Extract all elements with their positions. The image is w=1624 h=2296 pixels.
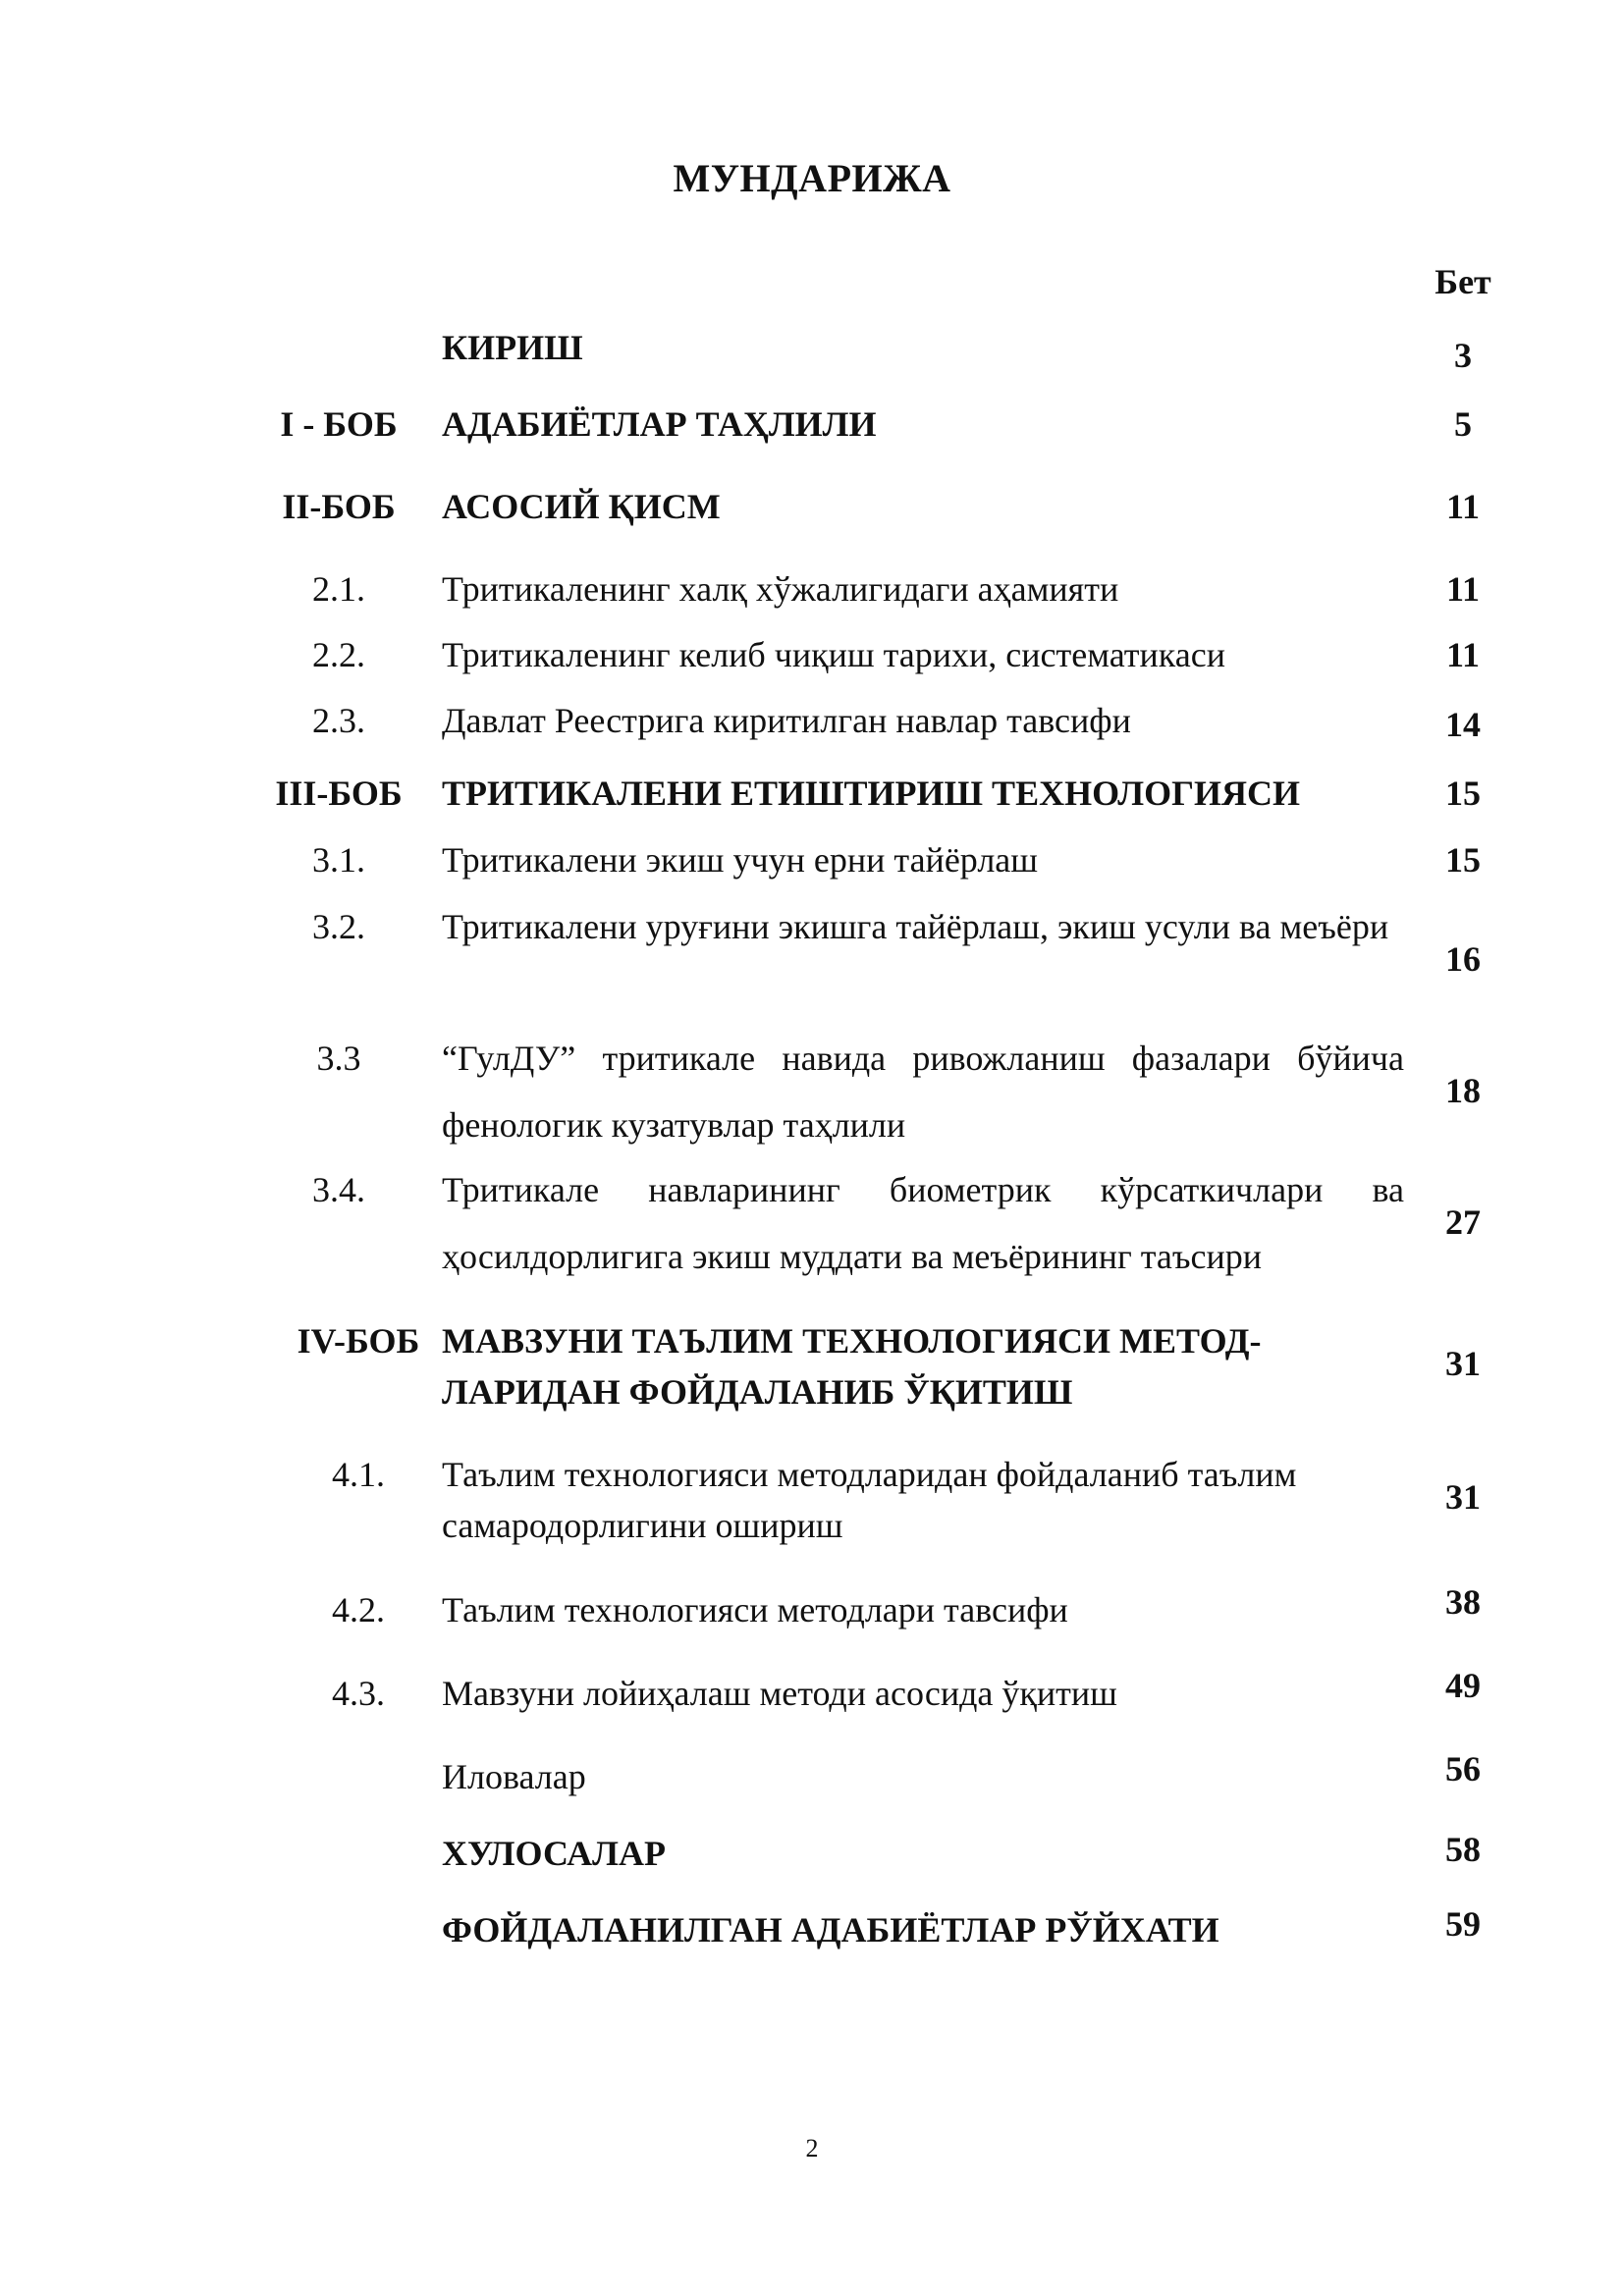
toc-entry-number: I - БОБ	[280, 404, 398, 444]
toc-entry-title: Мавзуни лойиҳалаш методи асосида ўқитиш	[442, 1674, 1117, 1713]
toc-entry-title: Давлат Реестрига киритилган навлар тавсифи	[442, 701, 1131, 740]
toc-entry-title: Иловалар	[442, 1757, 586, 1796]
toc-entry-number: 2.3.	[312, 701, 365, 740]
toc-entry-number: IV-БОБ	[297, 1321, 420, 1361]
toc-entry-number: 2.2.	[312, 635, 365, 674]
toc-entry-page: 27	[1445, 1202, 1481, 1242]
toc-entry-title: Таълим технологияси методлари тавсифи	[442, 1590, 1068, 1629]
toc-entry-title: ХУЛОСАЛАР	[442, 1834, 666, 1873]
toc-entry-page: 3	[1454, 336, 1472, 375]
page-column-header: Бет	[1435, 262, 1491, 301]
toc-entry-number: 2.1.	[312, 569, 365, 609]
toc-entry-title: ТРИТИКАЛЕНИ ЕТИШТИРИШ ТЕХНОЛОГИЯСИ	[442, 774, 1301, 813]
toc-entry-number: 4.1.	[332, 1455, 385, 1494]
toc-entry-title: АДАБИЁТЛАР ТАҲЛИЛИ	[442, 404, 877, 444]
toc-entry-number: 3.3	[316, 1039, 361, 1078]
toc-entry-page: 11	[1445, 635, 1480, 674]
toc-entry-title: Тритикаленинг халқ хўжалигидаги аҳамияти	[442, 569, 1119, 609]
toc-entry-number: 4.2.	[332, 1590, 385, 1629]
toc-entry-title: МАВЗУНИ ТАЪЛИМ ТЕХНОЛОГИЯСИ МЕТОД-ЛАРИДАН ФОЙДАЛАНИБ ЎҚИТИШ	[442, 1321, 1262, 1412]
toc-entry-title: Тритикаленинг келиб чиқиш тарихи, систематикаси	[442, 635, 1225, 674]
toc-entry-title: Тритикале навларининг биометрик кўрсаткичлари ва ҳосилдорлигига экиш муддати ва меъёрининг таъсири	[442, 1170, 1404, 1276]
toc-entry-page: 15	[1445, 840, 1481, 880]
toc-entry-page: 5	[1454, 404, 1472, 444]
toc-entry-title: Таълим технологияси методларидан фойдаланиб таълим самародорлигини ошириш	[442, 1455, 1297, 1545]
toc-entry-page: 56	[1445, 1749, 1481, 1789]
page-title: МУНДАРИЖА	[673, 156, 951, 200]
toc-entry-title: Тритикалени уруғини экишга тайёрлаш, экиш усули ва меъёри	[442, 907, 1389, 946]
toc-entry-number: 3.2.	[312, 907, 365, 946]
toc-entry-number: 4.3.	[332, 1674, 385, 1713]
toc-entry-page: 31	[1445, 1344, 1481, 1383]
toc-entry-page: 11	[1445, 487, 1480, 526]
toc-entry-number: 3.1.	[312, 840, 365, 880]
toc-entry-title: “ГулДУ” тритикале навида ривожланиш фазалари бўйича фенологик кузатувлар таҳлили	[442, 1039, 1404, 1145]
toc-entry-number: III-БОБ	[275, 774, 403, 813]
toc-entry-number: II-БОБ	[282, 487, 396, 526]
toc-entry-title: ФОЙДАЛАНИЛГАН АДАБИЁТЛАР РЎЙХАТИ	[442, 1910, 1219, 1949]
toc-entry-page: 59	[1445, 1904, 1481, 1944]
toc-entry-page: 31	[1445, 1477, 1481, 1517]
toc-entry-page: 11	[1445, 569, 1480, 609]
toc-entry-title: КИРИШ	[442, 328, 583, 367]
toc-entry-number: 3.4.	[312, 1170, 365, 1209]
toc-entry-page: 38	[1445, 1582, 1481, 1622]
toc-entry-page: 15	[1445, 774, 1481, 813]
toc-entry-page: 14	[1445, 705, 1481, 744]
toc-entry-page: 49	[1445, 1666, 1481, 1705]
toc-entry-title: АСОСИЙ ҚИСМ	[442, 487, 721, 526]
toc-entry-page: 18	[1445, 1071, 1481, 1110]
toc-entry-page: 16	[1445, 939, 1481, 979]
toc-entry-title: Тритикалени экиш учун ерни тайёрлаш	[442, 840, 1038, 880]
toc-entry-page: 58	[1445, 1830, 1481, 1869]
page-number: 2	[805, 2134, 819, 2163]
